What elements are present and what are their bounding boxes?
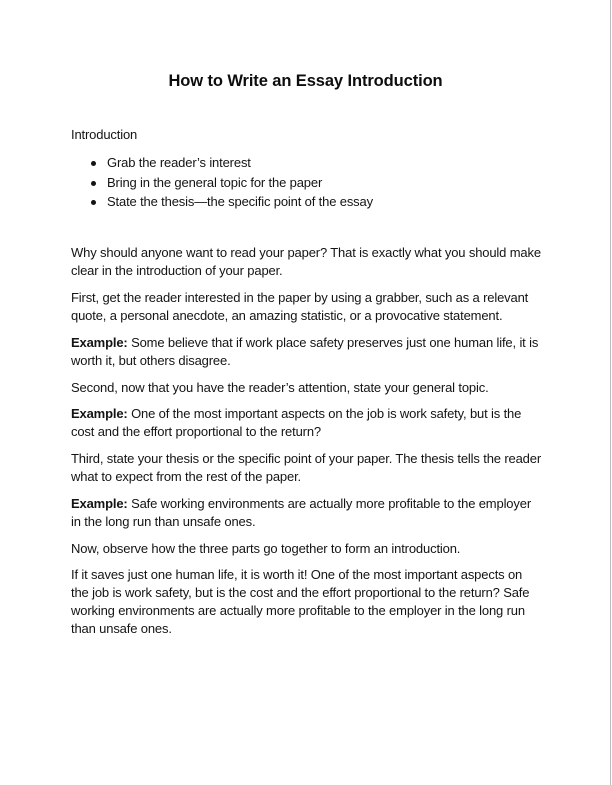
paragraph-text: Some believe that if work place safety preserves just one human life, it is worth it, but others disagree. <box>71 335 539 368</box>
paragraph-text: Third, state your thesis or the specific point of your paper. The thesis tells the reader what to expect from the rest of the paper. <box>71 451 541 484</box>
paragraph-third-thesis <box>71 450 541 486</box>
paragraph-second-topic <box>71 379 541 397</box>
bullet-item <box>71 173 373 193</box>
bullet-text: Bring in the general topic for the paper <box>107 174 323 190</box>
example-label: Example: <box>71 335 128 350</box>
paragraph-sample-introduction <box>71 566 541 638</box>
paragraph-text: One of the most important aspects on the job is work safety, but is the cost and the effort proportional to the return? <box>71 406 522 439</box>
section-label: Introduction <box>71 127 138 142</box>
paragraph-first-grabber <box>71 289 541 325</box>
paragraph-text: Safe working environments are actually more profitable to the employer in the long run than unsafe ones. <box>71 496 531 529</box>
paragraph-why-read <box>71 244 541 280</box>
example-label: Example: <box>71 406 128 421</box>
paragraph-text: Second, now that you have the reader’s attention, state your general topic. <box>71 380 489 395</box>
paragraph-text: If it saves just one human life, it is worth it! One of the most important aspects on the job is work safety, but is the cost and the effort proportional to the return? Safe working environments are actually more profitable to the employer in the long run than unsafe ones. <box>71 567 530 636</box>
bullet-list <box>71 153 373 212</box>
bullet-icon <box>91 181 96 186</box>
paragraph-example-topic <box>71 405 541 441</box>
paragraph-example-grabber <box>71 334 541 370</box>
bullet-text: State the thesis—the specific point of the essay <box>107 194 373 209</box>
paragraph-text: Why should anyone want to read your paper? That is exactly what you should make clear in the introduction of your paper. <box>71 245 541 278</box>
paragraph-text: First, get the reader interested in the paper by using a grabber, such as a relevant quote, a personal anecdote, an amazing statistic, or a provocative statement. <box>71 290 529 323</box>
document-title: How to Write an Essay Introduction <box>168 72 443 90</box>
bullet-item <box>71 192 373 212</box>
paragraph-example-thesis <box>71 495 541 531</box>
bullet-icon <box>91 200 96 205</box>
bullet-text: Grab the reader’s interest <box>107 155 251 170</box>
bullet-icon <box>91 161 96 166</box>
paragraph-observe <box>71 540 541 558</box>
example-label: Example: <box>71 496 128 511</box>
bullet-item <box>71 153 373 173</box>
paragraph-text: Now, observe how the three parts go together to form an introduction. <box>71 541 461 556</box>
